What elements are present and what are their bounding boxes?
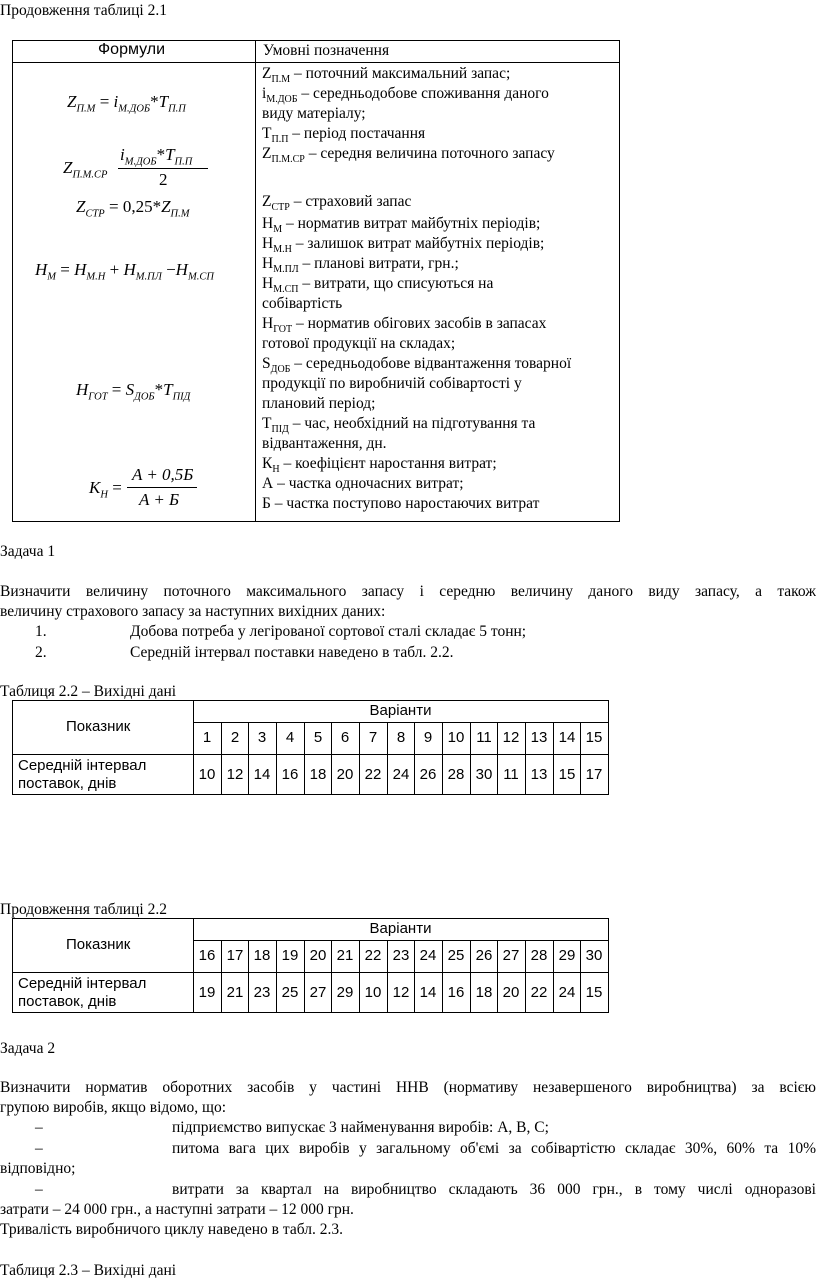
task1-paragraph-line2: величину страхового запасу за наступних вихідних даних:: [0, 603, 386, 620]
notation-line: $Н_{М.Н}$ – залишок витрат майбутніх періодів;: [262, 235, 545, 256]
interval-value: 21: [226, 984, 244, 1001]
bullet-text: питома вага цих виробів у загальному об'ємі за собівартістю складає 30%, 60% та 10%: [172, 1140, 816, 1157]
interval-value: 11: [503, 766, 519, 783]
variant-number: 21: [336, 947, 354, 964]
notation-line: $Н_{ГОТ}$ – норматив обігових засобів в запасах: [262, 315, 547, 336]
interval-value: 30: [475, 766, 493, 783]
interval-value: 18: [309, 766, 327, 783]
notation-line: $і_{М.ДОБ}$ – середньодобове споживання даного: [262, 85, 549, 106]
notation-line: $Н_{М.СП}$ – витрати, що списуються на: [262, 275, 494, 296]
variant-number: 13: [530, 729, 548, 746]
interval-value: 12: [226, 766, 244, 783]
variant-number: 14: [558, 729, 576, 746]
task1-item-text: Добова потреба у легірованої сортової сталі складає 5 тонн;: [130, 623, 527, 640]
formula-hgot: $H_{ГОТ} = S_{ДОБ}*T_{ПІД}$: [76, 380, 191, 403]
variant-number: 6: [340, 729, 350, 746]
bullet-dash: –: [35, 1119, 43, 1136]
notation-line: $Z_{СТР}$ – страховий запас: [262, 193, 412, 214]
variant-number: 2: [230, 729, 240, 746]
table23-caption: Таблиця 2.3 – Вихідні дані: [0, 1262, 177, 1279]
interval-value: 10: [198, 766, 216, 783]
notation-line: собівартість: [262, 295, 343, 312]
task2-closing: Тривалість виробничого циклу наведено в табл. 2.3.: [0, 1221, 343, 1238]
notation-line: $Z_{П.М.СР}$ – середня величина поточного запасу: [262, 145, 555, 166]
interval-value: 14: [253, 766, 271, 783]
interval-value: 17: [585, 766, 603, 783]
variant-number: 3: [257, 729, 267, 746]
interval-value: 10: [364, 984, 382, 1001]
interval-value: 20: [502, 984, 520, 1001]
row-label: поставок, днів: [18, 993, 117, 1010]
variant-number: 29: [558, 947, 576, 964]
variant-number: 19: [281, 947, 299, 964]
interval-value: 25: [281, 984, 299, 1001]
interval-value: 15: [585, 984, 603, 1001]
interval-value: 16: [281, 766, 299, 783]
bullet-dash: –: [35, 1181, 43, 1198]
interval-value: 22: [364, 766, 382, 783]
interval-value: 24: [558, 984, 576, 1001]
variant-number: 18: [253, 947, 271, 964]
interval-value: 14: [419, 984, 437, 1001]
variants-header: Варіанти: [369, 702, 432, 719]
continuation-title: Продовження таблиці 2.1: [0, 2, 167, 19]
interval-value: 22: [530, 984, 548, 1001]
variant-number: 27: [502, 947, 520, 964]
variants-header: Варіанти: [369, 920, 432, 937]
notation-line: виду матеріалу;: [262, 105, 366, 122]
variant-number: 24: [419, 947, 437, 964]
table22b-caption: Продовження таблиці 2.2: [0, 901, 167, 918]
variant-number: 4: [285, 729, 295, 746]
interval-value: 27: [309, 984, 327, 1001]
variant-number: 30: [585, 947, 603, 964]
bullet-text-cont: відповідно;: [0, 1160, 76, 1177]
variant-number: 16: [198, 947, 216, 964]
notation-line: готової продукції на складах;: [262, 335, 456, 352]
notation-line: плановий період;: [262, 395, 376, 412]
interval-value: 12: [392, 984, 410, 1001]
task1-item-num: 2.: [35, 644, 47, 661]
variant-number: 17: [226, 947, 244, 964]
variant-number: 1: [202, 729, 212, 746]
variant-number: 8: [396, 729, 406, 746]
table22-caption: Таблиця 2.2 – Вихідні дані: [0, 683, 177, 700]
row-label: поставок, днів: [18, 775, 117, 792]
notation-line: А – частка одночасних витрат;: [262, 475, 464, 492]
notation-line: $Н_М$ – норматив витрат майбутніх періодів;: [262, 215, 541, 236]
indicator-header: Показник: [66, 936, 131, 953]
task1-item-num: 1.: [35, 623, 47, 640]
task2-paragraph-line1: Визначити норматив оборотних засобів у частині ННВ (нормативу незавершеного виробництва) за всією: [0, 1079, 816, 1096]
interval-value: 28: [447, 766, 465, 783]
interval-value: 20: [336, 766, 354, 783]
header-formulas: Формули: [98, 41, 166, 58]
variant-number: 10: [447, 729, 465, 746]
formula-zstr: $Z_{СТР} = 0,25*Z_{П.М}$: [76, 197, 190, 220]
variant-number: 12: [502, 729, 520, 746]
variant-number: 11: [476, 729, 492, 746]
interval-value: 16: [447, 984, 465, 1001]
variant-number: 9: [423, 729, 433, 746]
formula-zpm: $Z_{П.М} = i_{М.ДОБ}*T_{П.П}$: [67, 92, 186, 115]
notation-line: Б – частка поступово наростаючих витрат: [262, 495, 540, 512]
interval-value: 29: [336, 984, 354, 1001]
notation-line: $Т_{П.П}$ – період постачання: [262, 125, 426, 146]
bullet-dash: –: [35, 1140, 43, 1157]
indicator-header: Показник: [66, 718, 131, 735]
task2-title: Задача 2: [0, 1040, 56, 1057]
notation-line: $Н_{М.ПЛ}$ – планові витрати, грн.;: [262, 255, 459, 276]
interval-value: 18: [475, 984, 493, 1001]
interval-value: 15: [558, 766, 576, 783]
row-label: Середній інтервал: [18, 757, 147, 774]
variant-number: 25: [447, 947, 465, 964]
bullet-text-cont: затрати – 24 000 грн., а наступні затрати – 12 000 грн.: [0, 1201, 354, 1218]
header-notation: Умовні позначення: [263, 42, 390, 59]
bullet-text: підприємство випускає 3 найменування виробів: А, В, С;: [172, 1119, 549, 1136]
notation-line: $Т_{ПІД}$ – час, необхідний на підготування та: [262, 415, 536, 436]
formula-hm: $H_М = H_{М.Н} + H_{М.ПЛ} -H_{М.СП}$: [35, 260, 214, 283]
variant-number: 15: [585, 729, 603, 746]
task2-paragraph-line2: групою виробів, якщо відомо, що:: [0, 1099, 227, 1116]
notation-line: $К_Н$ – коефіцієнт наростання витрат;: [262, 455, 497, 476]
variant-number: 23: [392, 947, 410, 964]
interval-value: 23: [253, 984, 271, 1001]
task1-item-text: Середній інтервал поставки наведено в табл. 2.2.: [130, 644, 454, 661]
notation-line: $S_{ДОБ}$ – середньодобове відвантаження товарної: [262, 355, 572, 376]
notation-line: відвантаження, дн.: [262, 435, 387, 452]
interval-value: 26: [419, 766, 437, 783]
task1-title: Задача 1: [0, 543, 56, 560]
interval-value: 13: [530, 766, 548, 783]
variant-number: 20: [309, 947, 327, 964]
interval-value: 24: [392, 766, 410, 783]
notation-line: продукції по виробничій собівартості у: [262, 375, 522, 392]
variant-number: 5: [313, 729, 323, 746]
variant-number: 28: [530, 947, 548, 964]
notation-line: $Z_{П.М}$ – поточний максимальний запас;: [262, 65, 511, 86]
task1-paragraph-line1: Визначити величину поточного максимального запасу і середню величину даного виду запасу, а також: [0, 583, 816, 600]
variant-number: 7: [368, 729, 378, 746]
variant-number: 22: [364, 947, 382, 964]
bullet-text: витрати за квартал на виробництво складають 36 000 грн., в тому числі одноразові: [172, 1181, 816, 1198]
row-label: Середній інтервал: [18, 975, 147, 992]
interval-value: 19: [198, 984, 216, 1001]
variant-number: 26: [475, 947, 493, 964]
